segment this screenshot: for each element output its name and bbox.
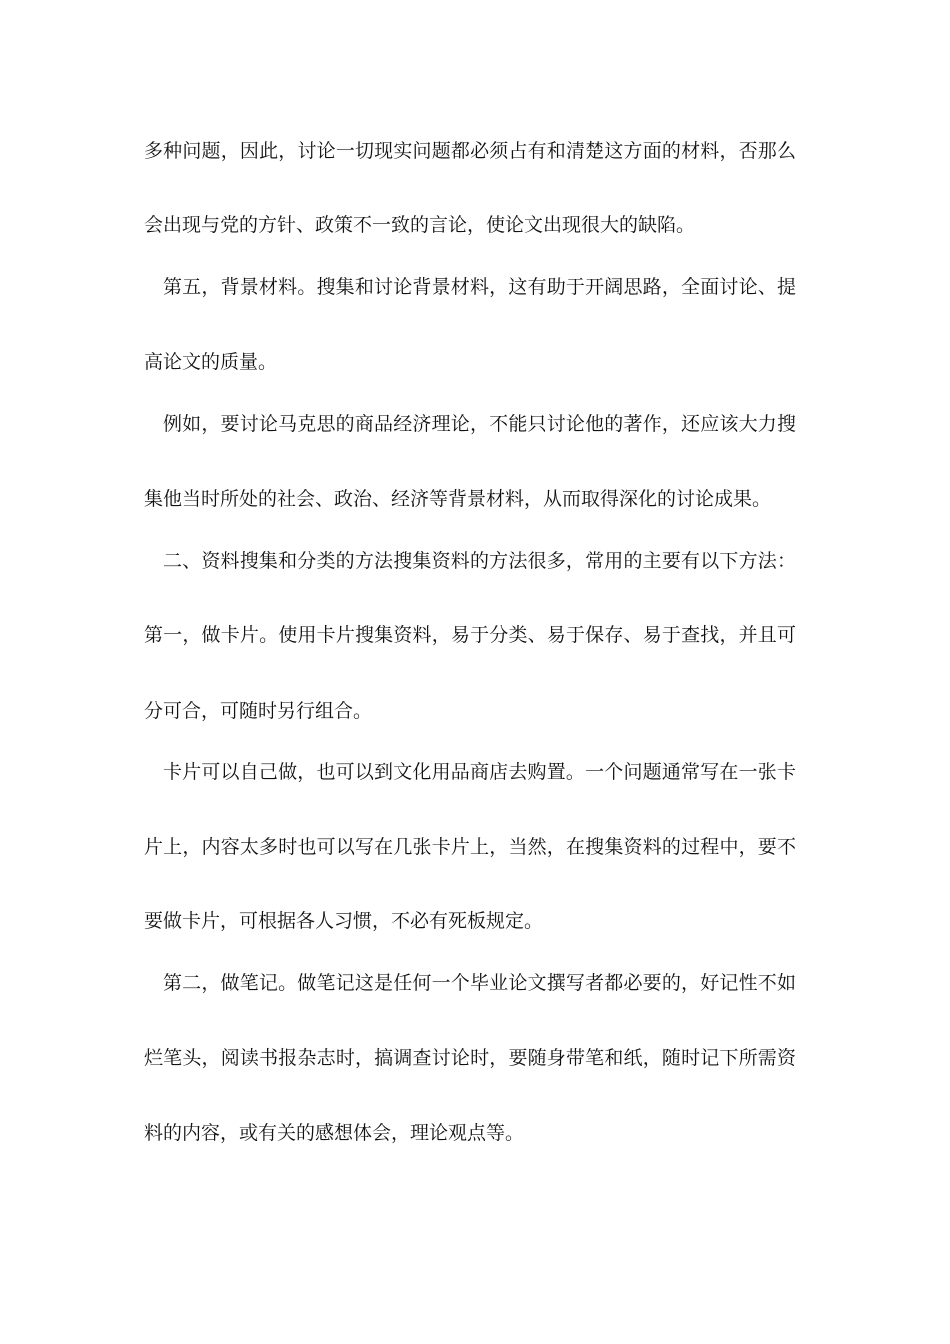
text-line-9: 分可合，可随时另行组合。 — [144, 700, 373, 722]
text-line-5: 例如，要讨论马克思的商品经济理论，不能只讨论他的著作，还应该大力搜 — [163, 413, 796, 435]
text-line-2: 会出现与党的方针、政策不一致的言论，使论文出现很大的缺陷。 — [144, 214, 696, 236]
text-line-1: 多种问题，因此，讨论一切现实问题都必须占有和清楚这方面的材料，否那么 — [144, 140, 796, 162]
text-line-14: 烂笔头，阅读书报杂志时，搞调查讨论时，要随身带笔和纸，随时记下所需资 — [144, 1047, 796, 1069]
text-line-13: 第二，做笔记。做笔记这是任何一个毕业论文撰写者都必要的，好记性不如 — [163, 972, 796, 994]
text-line-3: 第五，背景材料。搜集和讨论背景材料，这有助于开阔思路，全面讨论、提 — [163, 276, 796, 298]
text-line-10: 卡片可以自己做，也可以到文化用品商店去购置。一个问题通常写在一张卡 — [163, 761, 796, 783]
text-line-15: 料的内容，或有关的感想体会，理论观点等。 — [144, 1122, 525, 1144]
text-line-11: 片上，内容太多时也可以写在几张卡片上，当然，在搜集资料的过程中，要不 — [144, 836, 796, 858]
text-line-7: 二、资料搜集和分类的方法搜集资料的方法很多，常用的主要有以下方法： — [163, 550, 796, 572]
text-line-4: 高论文的质量。 — [144, 351, 278, 373]
text-line-12: 要做卡片，可根据各人习惯，不必有死板规定。 — [144, 910, 544, 932]
text-line-8: 第一，做卡片。使用卡片搜集资料，易于分类、易于保存、易于查找，并且可 — [144, 624, 796, 646]
text-line-6: 集他当时所处的社会、政治、经济等背景材料，从而取得深化的讨论成果。 — [144, 488, 772, 510]
